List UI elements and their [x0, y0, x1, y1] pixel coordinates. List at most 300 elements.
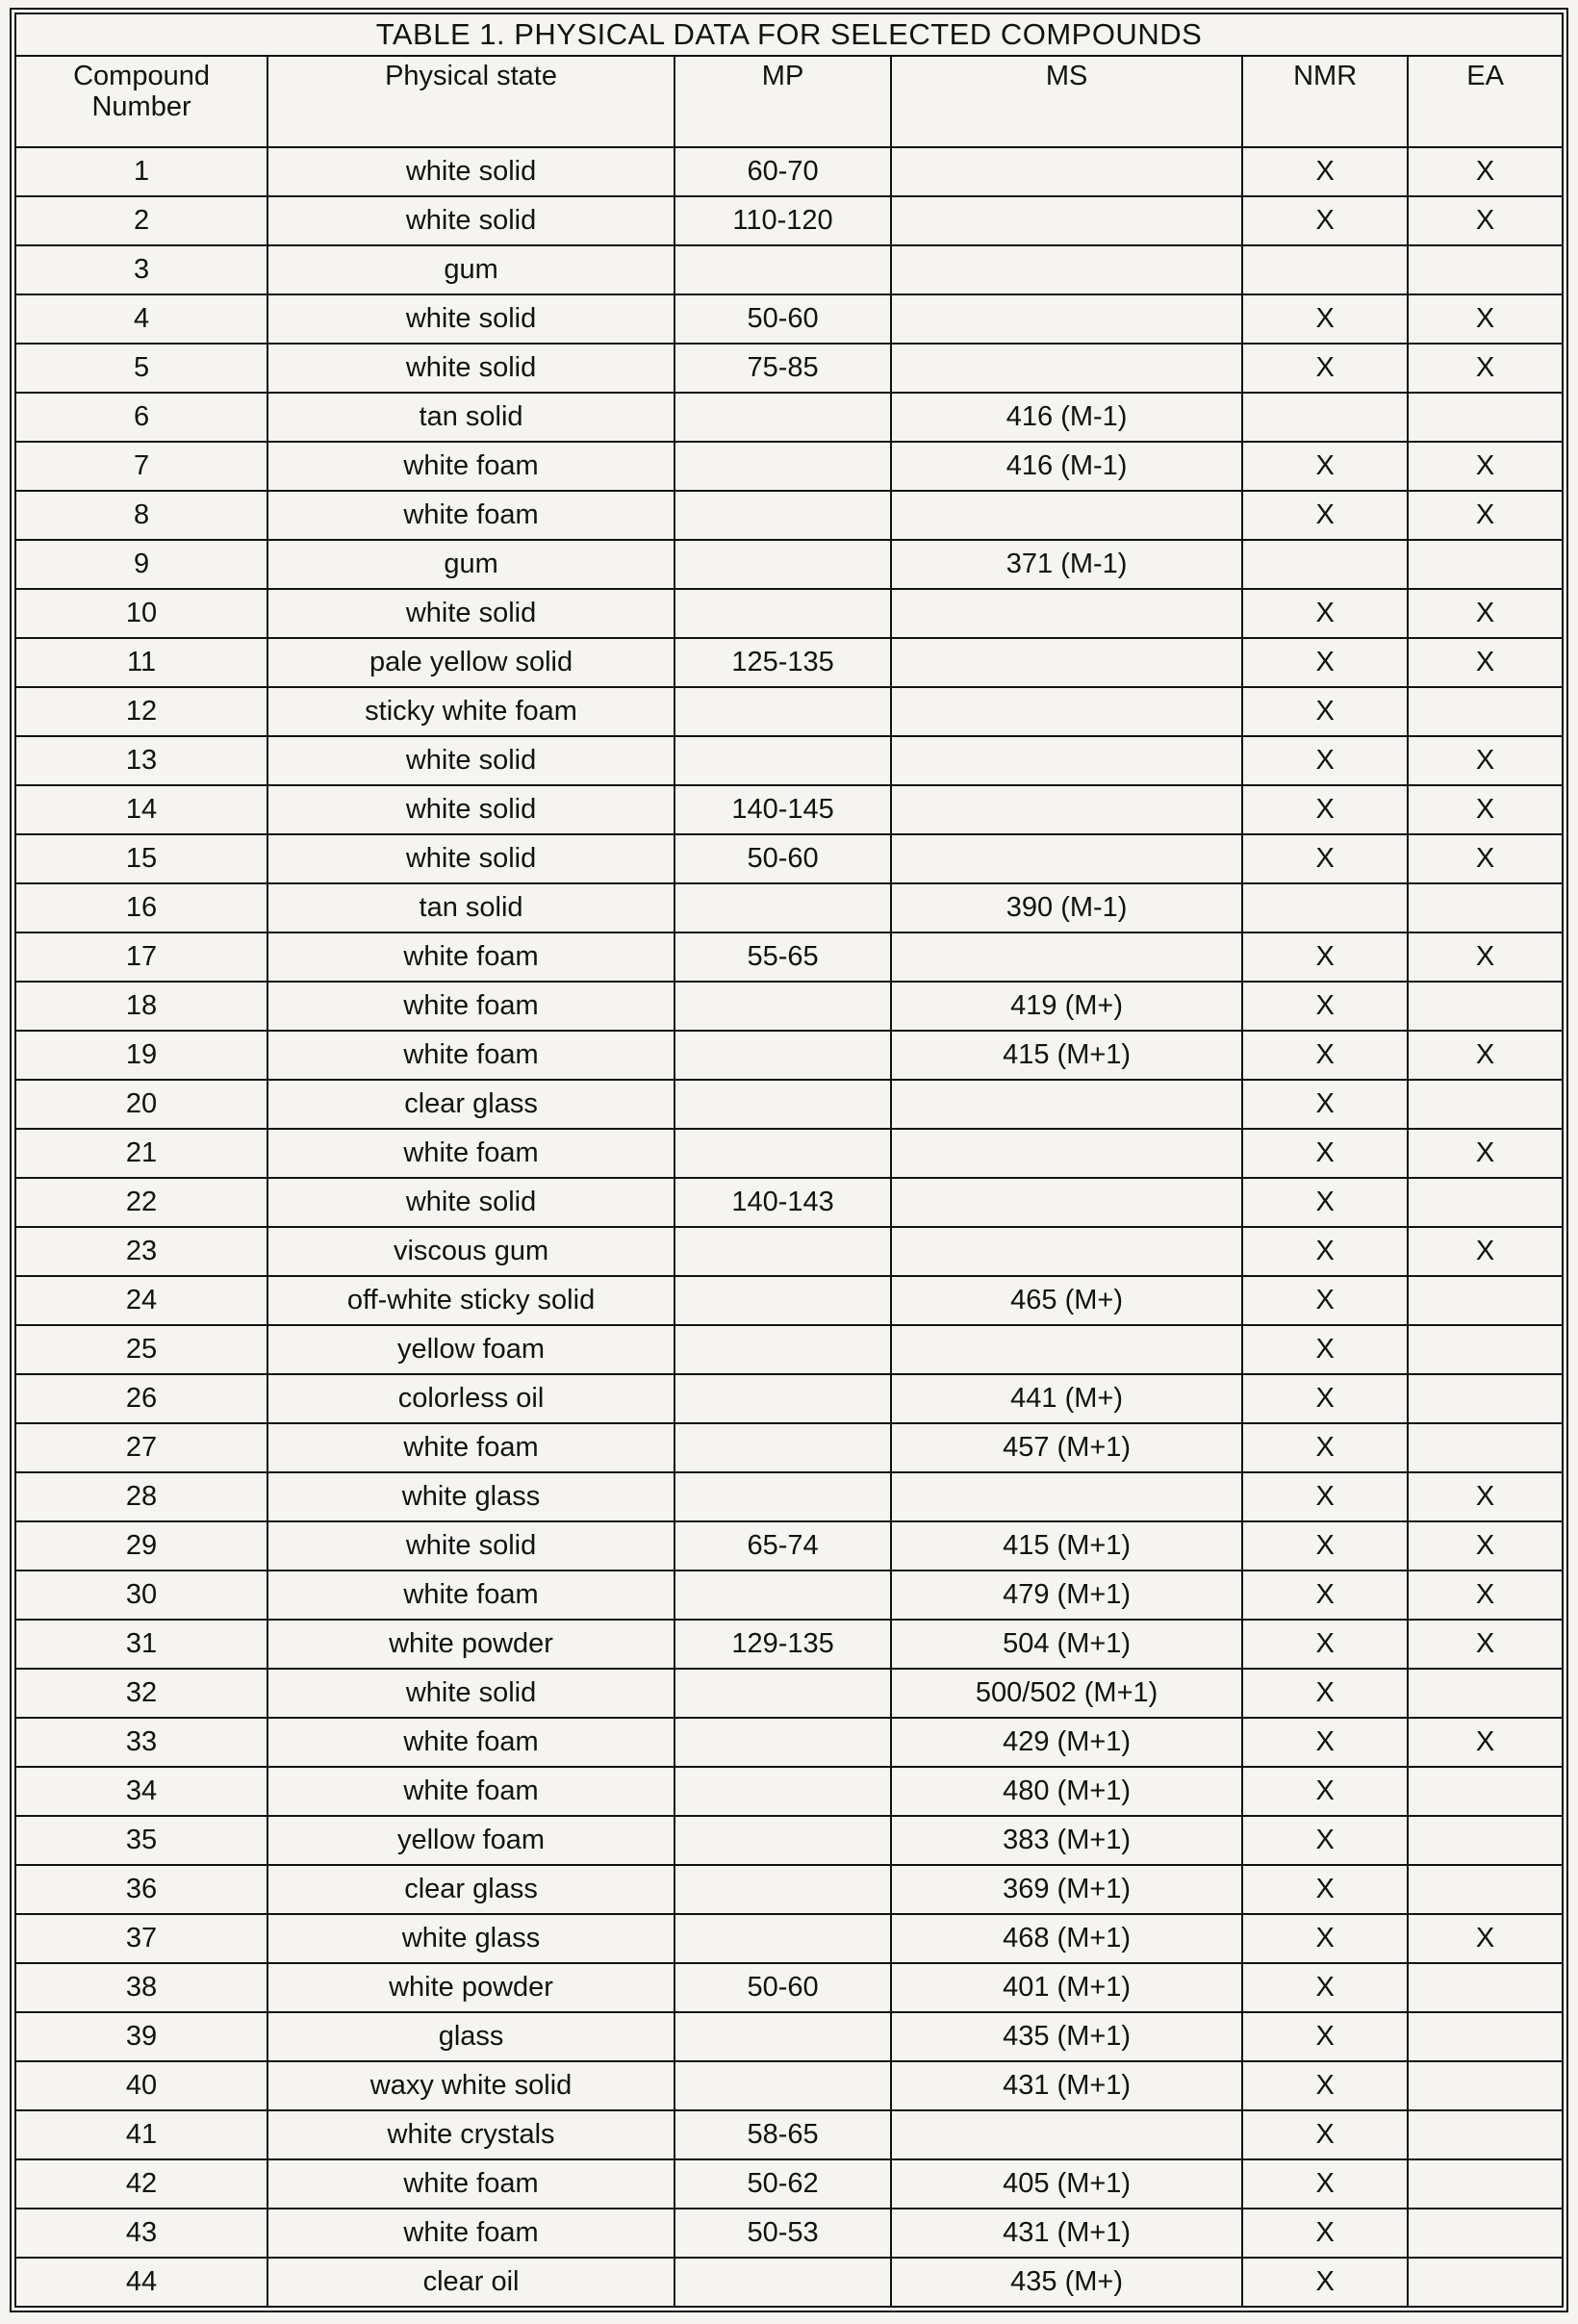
cell-nmr: X — [1242, 2110, 1408, 2159]
cell-physical-state: white solid — [267, 834, 674, 883]
cell-compound-number: 3 — [15, 245, 267, 294]
cell-ms — [891, 785, 1242, 834]
cell-nmr: X — [1242, 1767, 1408, 1816]
cell-ea — [1408, 883, 1563, 932]
cell-ea — [1408, 1865, 1563, 1914]
table-row — [15, 1816, 1563, 1865]
cell-mp — [674, 687, 891, 736]
cell-mp: 50-60 — [674, 294, 891, 344]
cell-ms — [891, 1178, 1242, 1227]
cell-ms — [891, 2110, 1242, 2159]
cell-ms — [891, 245, 1242, 294]
cell-ms — [891, 932, 1242, 982]
table-head — [15, 13, 1563, 147]
cell-ea — [1408, 982, 1563, 1031]
cell-ea: X — [1408, 1521, 1563, 1571]
cell-mp: 125-135 — [674, 638, 891, 687]
cell-ms — [891, 834, 1242, 883]
cell-nmr: X — [1242, 294, 1408, 344]
cell-ea — [1408, 687, 1563, 736]
table-row — [15, 491, 1563, 540]
cell-physical-state: white solid — [267, 589, 674, 638]
cell-ms: 390 (M-1) — [891, 883, 1242, 932]
cell-compound-number: 1 — [15, 147, 267, 196]
table-row — [15, 736, 1563, 785]
cell-ea: X — [1408, 294, 1563, 344]
cell-nmr: X — [1242, 491, 1408, 540]
cell-nmr: X — [1242, 1620, 1408, 1669]
cell-physical-state: white foam — [267, 1129, 674, 1178]
cell-mp: 55-65 — [674, 932, 891, 982]
cell-ms: 431 (M+1) — [891, 2209, 1242, 2258]
cell-compound-number: 27 — [15, 1423, 267, 1472]
cell-physical-state: white foam — [267, 1423, 674, 1472]
cell-ea: X — [1408, 1031, 1563, 1080]
column-header-ms: MS — [891, 56, 1242, 147]
cell-ea — [1408, 2012, 1563, 2061]
cell-physical-state: clear glass — [267, 1865, 674, 1914]
table-row — [15, 1521, 1563, 1571]
cell-ms — [891, 736, 1242, 785]
cell-mp — [674, 1227, 891, 1276]
cell-ms — [891, 1325, 1242, 1374]
cell-compound-number: 36 — [15, 1865, 267, 1914]
table-row — [15, 1620, 1563, 1669]
cell-ms — [891, 491, 1242, 540]
table-row — [15, 2110, 1563, 2159]
table-row — [15, 1571, 1563, 1620]
cell-mp — [674, 1031, 891, 1080]
cell-ms: 416 (M-1) — [891, 393, 1242, 442]
cell-ea — [1408, 2209, 1563, 2258]
cell-nmr: X — [1242, 1080, 1408, 1129]
cell-mp: 60-70 — [674, 147, 891, 196]
cell-ms — [891, 589, 1242, 638]
cell-mp — [674, 1767, 891, 1816]
cell-physical-state: yellow foam — [267, 1816, 674, 1865]
cell-mp — [674, 2061, 891, 2110]
cell-compound-number: 11 — [15, 638, 267, 687]
cell-mp — [674, 1423, 891, 1472]
cell-physical-state: white solid — [267, 196, 674, 245]
cell-ms — [891, 1080, 1242, 1129]
cell-nmr: X — [1242, 344, 1408, 393]
cell-ms: 480 (M+1) — [891, 1767, 1242, 1816]
table-row — [15, 393, 1563, 442]
cell-compound-number: 33 — [15, 1718, 267, 1767]
cell-ms — [891, 147, 1242, 196]
cell-ms: 479 (M+1) — [891, 1571, 1242, 1620]
cell-compound-number: 13 — [15, 736, 267, 785]
table-row — [15, 1178, 1563, 1227]
cell-compound-number: 28 — [15, 1472, 267, 1521]
table-row — [15, 1325, 1563, 1374]
cell-ea: X — [1408, 1571, 1563, 1620]
table-row — [15, 2258, 1563, 2307]
cell-ea — [1408, 1767, 1563, 1816]
cell-nmr: X — [1242, 1227, 1408, 1276]
cell-physical-state: tan solid — [267, 393, 674, 442]
cell-ms: 415 (M+1) — [891, 1521, 1242, 1571]
cell-mp: 65-74 — [674, 1521, 891, 1571]
cell-nmr: X — [1242, 1472, 1408, 1521]
cell-ms: 383 (M+1) — [891, 1816, 1242, 1865]
cell-physical-state: yellow foam — [267, 1325, 674, 1374]
cell-physical-state: white foam — [267, 1767, 674, 1816]
table-row — [15, 2012, 1563, 2061]
cell-ea: X — [1408, 589, 1563, 638]
cell-mp: 50-60 — [674, 834, 891, 883]
table-row — [15, 344, 1563, 393]
cell-compound-number: 16 — [15, 883, 267, 932]
cell-mp: 50-60 — [674, 1963, 891, 2012]
cell-ms — [891, 687, 1242, 736]
cell-nmr: X — [1242, 785, 1408, 834]
cell-ea: X — [1408, 932, 1563, 982]
cell-ea: X — [1408, 1620, 1563, 1669]
cell-physical-state: white foam — [267, 1031, 674, 1080]
cell-compound-number: 18 — [15, 982, 267, 1031]
table-row — [15, 2159, 1563, 2209]
cell-physical-state: white solid — [267, 294, 674, 344]
cell-compound-number: 23 — [15, 1227, 267, 1276]
cell-ms: 415 (M+1) — [891, 1031, 1242, 1080]
cell-compound-number: 22 — [15, 1178, 267, 1227]
cell-nmr: X — [1242, 196, 1408, 245]
cell-ea: X — [1408, 834, 1563, 883]
cell-nmr: X — [1242, 1914, 1408, 1963]
cell-ms: 429 (M+1) — [891, 1718, 1242, 1767]
cell-compound-number: 2 — [15, 196, 267, 245]
cell-ea — [1408, 1325, 1563, 1374]
cell-ea — [1408, 1276, 1563, 1325]
cell-physical-state: white foam — [267, 1718, 674, 1767]
cell-physical-state: white foam — [267, 932, 674, 982]
cell-ms: 371 (M-1) — [891, 540, 1242, 589]
cell-physical-state: white glass — [267, 1472, 674, 1521]
cell-nmr: X — [1242, 1963, 1408, 2012]
cell-physical-state: glass — [267, 2012, 674, 2061]
cell-ms: 405 (M+1) — [891, 2159, 1242, 2209]
table-row — [15, 1472, 1563, 1521]
physical-data-table — [14, 13, 1564, 2308]
table-row — [15, 1276, 1563, 1325]
cell-ea — [1408, 2159, 1563, 2209]
cell-nmr: X — [1242, 1276, 1408, 1325]
cell-physical-state: gum — [267, 245, 674, 294]
cell-mp: 140-145 — [674, 785, 891, 834]
cell-physical-state: white foam — [267, 2159, 674, 2209]
cell-compound-number: 44 — [15, 2258, 267, 2307]
cell-physical-state: white solid — [267, 785, 674, 834]
table-row — [15, 147, 1563, 196]
cell-mp — [674, 736, 891, 785]
table-row — [15, 1718, 1563, 1767]
cell-nmr — [1242, 393, 1408, 442]
cell-ea: X — [1408, 1718, 1563, 1767]
column-header-ea: EA — [1408, 56, 1563, 147]
cell-ms — [891, 638, 1242, 687]
cell-mp — [674, 540, 891, 589]
cell-mp: 140-143 — [674, 1178, 891, 1227]
cell-compound-number: 6 — [15, 393, 267, 442]
cell-compound-number: 32 — [15, 1669, 267, 1718]
cell-compound-number: 17 — [15, 932, 267, 982]
cell-nmr: X — [1242, 932, 1408, 982]
cell-ms: 419 (M+) — [891, 982, 1242, 1031]
table-row — [15, 589, 1563, 638]
cell-ms: 401 (M+1) — [891, 1963, 1242, 2012]
cell-physical-state: white foam — [267, 442, 674, 491]
table-row — [15, 1963, 1563, 2012]
cell-compound-number: 35 — [15, 1816, 267, 1865]
cell-physical-state: clear oil — [267, 2258, 674, 2307]
cell-ea: X — [1408, 1472, 1563, 1521]
cell-ms: 416 (M-1) — [891, 442, 1242, 491]
table-row — [15, 932, 1563, 982]
cell-nmr: X — [1242, 1865, 1408, 1914]
cell-nmr — [1242, 245, 1408, 294]
cell-ms — [891, 196, 1242, 245]
cell-compound-number: 40 — [15, 2061, 267, 2110]
cell-physical-state: white foam — [267, 1571, 674, 1620]
cell-compound-number: 34 — [15, 1767, 267, 1816]
table-row — [15, 245, 1563, 294]
cell-compound-number: 9 — [15, 540, 267, 589]
cell-compound-number: 42 — [15, 2159, 267, 2209]
cell-physical-state: white solid — [267, 1521, 674, 1571]
cell-mp — [674, 982, 891, 1031]
cell-ms: 465 (M+) — [891, 1276, 1242, 1325]
table-row — [15, 1865, 1563, 1914]
cell-nmr: X — [1242, 1718, 1408, 1767]
cell-ea — [1408, 1423, 1563, 1472]
cell-physical-state: white solid — [267, 1669, 674, 1718]
table-row — [15, 196, 1563, 245]
table-row — [15, 687, 1563, 736]
cell-ea: X — [1408, 785, 1563, 834]
cell-nmr: X — [1242, 147, 1408, 196]
cell-mp — [674, 1718, 891, 1767]
table-row — [15, 1374, 1563, 1423]
cell-compound-number: 43 — [15, 2209, 267, 2258]
cell-nmr: X — [1242, 1178, 1408, 1227]
cell-ea: X — [1408, 1227, 1563, 1276]
cell-nmr — [1242, 540, 1408, 589]
cell-mp — [674, 1669, 891, 1718]
cell-compound-number: 37 — [15, 1914, 267, 1963]
cell-nmr: X — [1242, 2209, 1408, 2258]
cell-ea — [1408, 1178, 1563, 1227]
cell-ms: 441 (M+) — [891, 1374, 1242, 1423]
cell-nmr: X — [1242, 1816, 1408, 1865]
cell-nmr: X — [1242, 736, 1408, 785]
column-header-physical-state: Physical state — [267, 56, 674, 147]
cell-mp — [674, 1129, 891, 1178]
cell-mp — [674, 1325, 891, 1374]
table-row — [15, 442, 1563, 491]
cell-ea: X — [1408, 1914, 1563, 1963]
cell-physical-state: white foam — [267, 2209, 674, 2258]
cell-ms — [891, 1227, 1242, 1276]
cell-physical-state: pale yellow solid — [267, 638, 674, 687]
table-row — [15, 1031, 1563, 1080]
table-row — [15, 785, 1563, 834]
cell-ms: 500/502 (M+1) — [891, 1669, 1242, 1718]
cell-physical-state: tan solid — [267, 883, 674, 932]
cell-nmr — [1242, 883, 1408, 932]
cell-nmr: X — [1242, 2258, 1408, 2307]
table-row — [15, 1669, 1563, 1718]
cell-nmr: X — [1242, 1669, 1408, 1718]
cell-compound-number: 30 — [15, 1571, 267, 1620]
cell-compound-number: 24 — [15, 1276, 267, 1325]
table-row — [15, 834, 1563, 883]
cell-physical-state: white foam — [267, 982, 674, 1031]
cell-ea — [1408, 2110, 1563, 2159]
table-body — [15, 147, 1563, 2307]
cell-physical-state: white solid — [267, 147, 674, 196]
cell-nmr: X — [1242, 638, 1408, 687]
cell-compound-number: 20 — [15, 1080, 267, 1129]
table-row — [15, 540, 1563, 589]
cell-compound-number: 15 — [15, 834, 267, 883]
cell-compound-number: 31 — [15, 1620, 267, 1669]
cell-mp — [674, 1472, 891, 1521]
table-title: TABLE 1. PHYSICAL DATA FOR SELECTED COMPOUNDS — [15, 13, 1563, 56]
cell-compound-number: 4 — [15, 294, 267, 344]
cell-ms: 431 (M+1) — [891, 2061, 1242, 2110]
cell-ms: 435 (M+) — [891, 2258, 1242, 2307]
cell-ea: X — [1408, 442, 1563, 491]
cell-physical-state: white crystals — [267, 2110, 674, 2159]
cell-ea — [1408, 2258, 1563, 2307]
cell-ea: X — [1408, 344, 1563, 393]
cell-mp — [674, 883, 891, 932]
cell-ea — [1408, 1816, 1563, 1865]
cell-ms: 504 (M+1) — [891, 1620, 1242, 1669]
cell-ms — [891, 344, 1242, 393]
cell-mp — [674, 1080, 891, 1129]
table-outer-frame — [10, 8, 1568, 2312]
cell-mp — [674, 442, 891, 491]
cell-mp — [674, 1571, 891, 1620]
cell-nmr: X — [1242, 1571, 1408, 1620]
column-header-mp: MP — [674, 56, 891, 147]
cell-mp: 110-120 — [674, 196, 891, 245]
cell-mp: 58-65 — [674, 2110, 891, 2159]
cell-physical-state: colorless oil — [267, 1374, 674, 1423]
cell-compound-number: 29 — [15, 1521, 267, 1571]
cell-mp: 50-62 — [674, 2159, 891, 2209]
cell-compound-number: 5 — [15, 344, 267, 393]
cell-ea — [1408, 1374, 1563, 1423]
cell-compound-number: 26 — [15, 1374, 267, 1423]
cell-compound-number: 25 — [15, 1325, 267, 1374]
cell-ea: X — [1408, 1129, 1563, 1178]
cell-mp — [674, 393, 891, 442]
cell-compound-number: 7 — [15, 442, 267, 491]
cell-ea — [1408, 1080, 1563, 1129]
cell-mp — [674, 2258, 891, 2307]
table-row — [15, 2061, 1563, 2110]
table-row — [15, 982, 1563, 1031]
cell-physical-state: white solid — [267, 736, 674, 785]
table-row — [15, 883, 1563, 932]
cell-mp: 75-85 — [674, 344, 891, 393]
cell-nmr: X — [1242, 982, 1408, 1031]
cell-nmr: X — [1242, 1031, 1408, 1080]
cell-physical-state: white glass — [267, 1914, 674, 1963]
cell-mp — [674, 1914, 891, 1963]
table-row — [15, 1767, 1563, 1816]
cell-mp — [674, 245, 891, 294]
cell-nmr: X — [1242, 589, 1408, 638]
cell-nmr: X — [1242, 834, 1408, 883]
cell-compound-number: 19 — [15, 1031, 267, 1080]
cell-nmr: X — [1242, 2012, 1408, 2061]
cell-compound-number: 8 — [15, 491, 267, 540]
cell-compound-number: 41 — [15, 2110, 267, 2159]
cell-ea — [1408, 393, 1563, 442]
cell-nmr: X — [1242, 1129, 1408, 1178]
cell-ea: X — [1408, 736, 1563, 785]
cell-compound-number: 14 — [15, 785, 267, 834]
cell-ea — [1408, 2061, 1563, 2110]
cell-compound-number: 39 — [15, 2012, 267, 2061]
cell-mp — [674, 1816, 891, 1865]
cell-ea — [1408, 1963, 1563, 2012]
cell-compound-number: 12 — [15, 687, 267, 736]
cell-ea — [1408, 1669, 1563, 1718]
cell-ea: X — [1408, 638, 1563, 687]
cell-mp — [674, 1865, 891, 1914]
table-row — [15, 2209, 1563, 2258]
cell-mp — [674, 491, 891, 540]
table-header-row — [15, 56, 1563, 147]
cell-nmr: X — [1242, 2061, 1408, 2110]
cell-physical-state: off-white sticky solid — [267, 1276, 674, 1325]
table-row — [15, 1423, 1563, 1472]
table-row — [15, 1227, 1563, 1276]
cell-physical-state: viscous gum — [267, 1227, 674, 1276]
cell-physical-state: white powder — [267, 1963, 674, 2012]
cell-physical-state: sticky white foam — [267, 687, 674, 736]
cell-nmr: X — [1242, 1325, 1408, 1374]
cell-nmr: X — [1242, 442, 1408, 491]
table-title-row — [15, 13, 1563, 56]
cell-ea — [1408, 245, 1563, 294]
cell-physical-state: waxy white solid — [267, 2061, 674, 2110]
cell-mp — [674, 589, 891, 638]
cell-ea — [1408, 540, 1563, 589]
cell-mp: 50-53 — [674, 2209, 891, 2258]
cell-ms: 435 (M+1) — [891, 2012, 1242, 2061]
table-row — [15, 294, 1563, 344]
cell-ms: 468 (M+1) — [891, 1914, 1242, 1963]
cell-mp: 129-135 — [674, 1620, 891, 1669]
cell-nmr: X — [1242, 687, 1408, 736]
cell-ms — [891, 1129, 1242, 1178]
cell-ea: X — [1408, 491, 1563, 540]
table-row — [15, 1080, 1563, 1129]
cell-nmr: X — [1242, 2159, 1408, 2209]
table-row — [15, 638, 1563, 687]
cell-nmr: X — [1242, 1374, 1408, 1423]
cell-physical-state: white powder — [267, 1620, 674, 1669]
cell-ms — [891, 294, 1242, 344]
cell-ms — [891, 1472, 1242, 1521]
